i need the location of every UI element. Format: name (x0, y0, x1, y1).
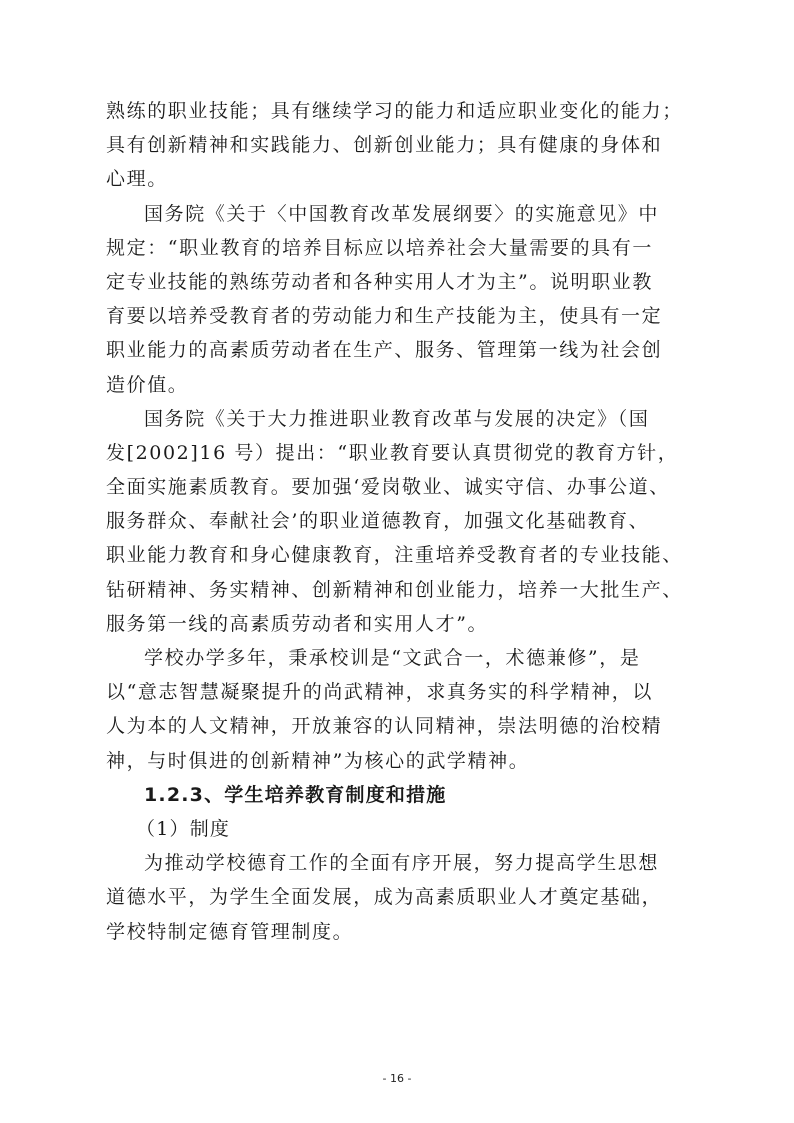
text-line: 人为本的人文精神，开放兼容的认同精神，崇法明德的治校精 (106, 715, 663, 738)
text-line: 神，与时俱进的创新精神”为核心的武学精神。 (106, 749, 530, 772)
page-body (106, 94, 696, 949)
paragraph-moral-education (106, 846, 696, 949)
text-line: 全面实施素质教育。要加强‘爱岗敬业、诚实守信、办事公道、 (106, 476, 670, 499)
text-line: 道德水平，为学生全面发展，成为高素质职业人才奠定基础， (106, 886, 663, 909)
text-line: 为推动学校德育工作的全面有序开展，努力提高学生思想 (144, 852, 660, 875)
paragraph-graduate-requirements (106, 94, 696, 197)
text-line: 学校特制定德育管理制度。 (106, 920, 354, 943)
section-heading: 1.2.3、学生培养教育制度和措施 (144, 783, 447, 806)
text-line: 定专业技能的熟练劳动者和各种实用人才为主”。说明职业教 (106, 270, 653, 293)
text-line: 以“意志智慧凝聚提升的尚武精神，求真务实的科学精神，以 (106, 681, 653, 704)
text-line: 国务院《关于〈中国教育改革发展纲要〉的实施意见》中 (144, 202, 660, 225)
text-line: 心理。 (106, 168, 168, 191)
paragraph-state-council-decision (106, 402, 696, 641)
text-line: 服务群众、奉献社会’的职业道德教育，加强文化基础教育、 (106, 510, 650, 533)
page-number: - 16 - (382, 1072, 412, 1085)
paragraph-state-council-opinion (106, 197, 696, 402)
text-line: 发[2002]16 号）提出：“职业教育要认真贯彻党的教育方针， (106, 441, 679, 464)
subheading: （1）制度 (136, 817, 231, 840)
text-line: 钻研精神、务实精神、创新精神和创业能力，培养一大批生产、 (106, 578, 683, 601)
text-line: 规定：“职业教育的培养目标应以培养社会大量需要的具有一 (106, 236, 653, 259)
text-line: 熟练的职业技能；具有继续学习的能力和适应职业变化的能力； (106, 100, 683, 122)
text-line: 造价值。 (106, 373, 189, 396)
paragraph-school-motto (106, 641, 696, 778)
text-line: 国务院《关于大力推进职业教育改革与发展的决定》（国 (144, 407, 650, 430)
text-line: 学校办学多年，秉承校训是“文武合一，术德兼修”，是 (144, 647, 641, 669)
text-line: 具有创新精神和实践能力、创新创业能力；具有健康的身体和 (106, 134, 663, 157)
text-line: 职业能力教育和身心健康教育，注重培养受教育者的专业技能、 (106, 544, 683, 567)
text-line: 服务第一线的高素质劳动者和实用人才”。 (106, 612, 489, 635)
text-line: 职业能力的高素质劳动者在生产、服务、管理第一线为社会创 (106, 339, 663, 362)
text-line: 育要以培养受教育者的劳动能力和生产技能为主，使具有一定 (106, 305, 663, 328)
